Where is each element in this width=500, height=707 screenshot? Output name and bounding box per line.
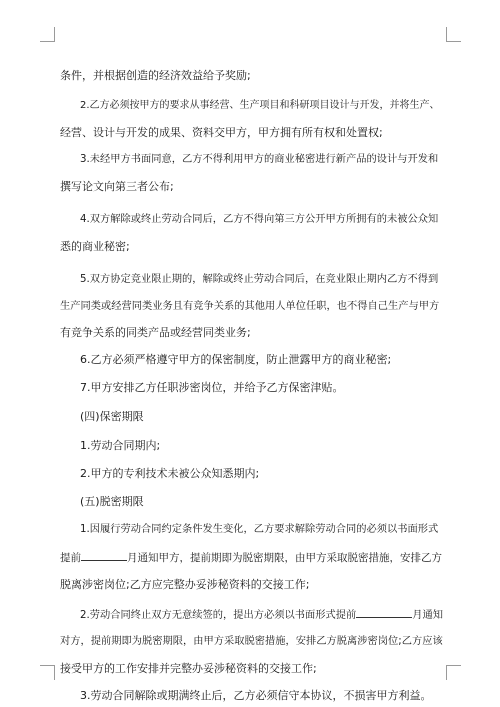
text-line: 2.甲方的专利技术未被公众知悉期内; <box>80 467 260 480</box>
text-line: 3.劳动合同解除或期满终止后，乙方必须信守本协议，不损害甲方利益。 <box>80 689 432 702</box>
crop-mark-bottom-right <box>446 665 461 680</box>
text-line: 脱离涉密岗位;乙方应完整办妥涉秘资料的交接工作; <box>60 578 310 591</box>
fill-in-blank[interactable] <box>81 550 127 561</box>
text-line: 4.双方解除或终止劳动合同后，乙方不得向第三方公开甲方所拥有的未被公众知 <box>80 213 439 225</box>
text-line: 对方，提前期即为脱密期限，由甲方采取脱密措施，安排乙方脱离涉密岗位;乙方应该 <box>60 635 443 647</box>
text-line: 1.劳动合同期内; <box>80 439 161 452</box>
text-line-with-blank <box>60 550 445 566</box>
text-suffix: 月通知 <box>412 609 444 621</box>
fill-in-blank[interactable] <box>356 607 412 618</box>
text-line-with-blank <box>80 607 445 623</box>
crop-mark-top-left <box>40 27 55 42</box>
text-line: 经营、设计与开发的成果、资料交甲方，甲方拥有所有权和处置权; <box>60 126 383 139</box>
crop-mark-bottom-left <box>40 665 55 680</box>
text-line: 撰写论文向第三者公布; <box>60 180 174 193</box>
text-line: 有竞争关系的同类产品或经营同类业务; <box>60 326 251 339</box>
text-prefix: 提前 <box>60 552 81 564</box>
section-heading: (五)脱密期限 <box>80 495 144 508</box>
crop-mark-top-right <box>446 27 461 42</box>
text-suffix: 月通知甲方，提前期即为脱密期限，由甲方采取脱密措施，安排乙方 <box>127 552 442 564</box>
text-line: 5.双方协定竞业限止期的，解除或终止劳动合同后，在竞业限止期内乙方不得到 <box>80 273 439 285</box>
text-line: 7.甲方安排乙方任职涉密岗位，并给予乙方保密津贴。 <box>80 381 344 394</box>
text-line: 接受甲方的工作安排并完整办妥涉秘资料的交接工作; <box>60 662 317 675</box>
text-prefix: 2.劳动合同终止双方无意续签的，提出方必须以书面形式提前 <box>80 609 357 621</box>
text-line: 条件，并根据创造的经济效益给予奖励; <box>60 69 251 82</box>
text-line: 生产同类或经营同类业务且有竞争关系的其他用人单位任职，也不得自己生产与甲方 <box>60 300 440 312</box>
text-line: 悉的商业秘密; <box>60 240 130 253</box>
text-line: 3.未经甲方书面同意，乙方不得利用甲方的商业秘密进行新产品的设计与开发和 <box>80 153 439 165</box>
text-line: 2.乙方必须按甲方的要求从事经营、生产项目和科研项目设计与开发，并将生产、 <box>80 100 440 111</box>
text-line: 1.因履行劳动合同约定条件发生变化，乙方要求解除劳动合同的必须以书面形式 <box>80 523 439 535</box>
text-line: 6.乙方必须严格遵守甲方的保密制度，防止泄露甲方的商业秘密; <box>80 353 392 366</box>
section-heading: (四)保密期限 <box>80 410 144 423</box>
